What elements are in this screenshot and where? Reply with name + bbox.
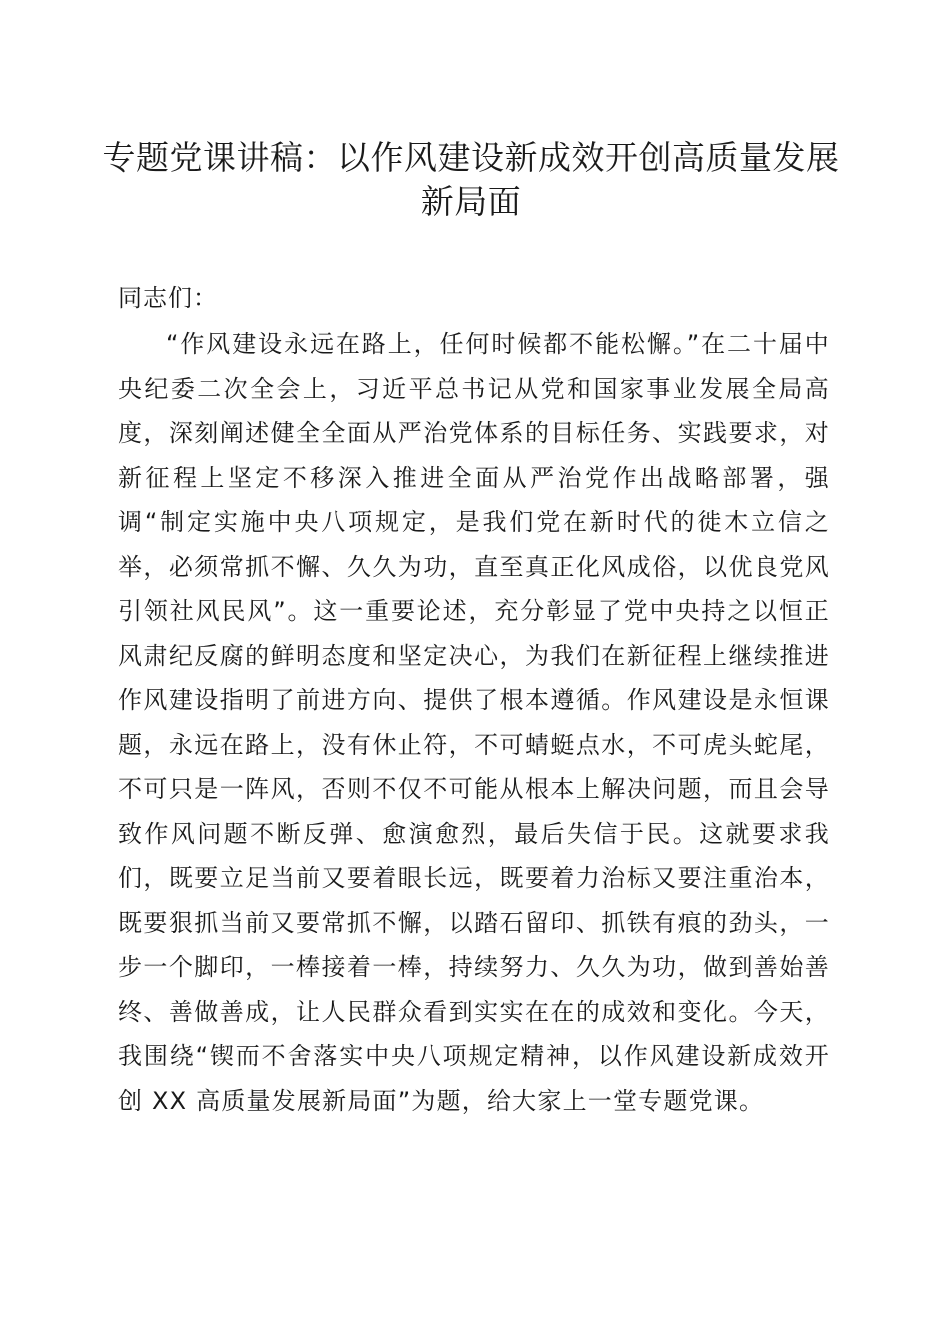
body-paragraph: “作风建设永远在路上，任何时候都不能松懈。”在二十届中央纪委二次全会上，习近平总书记从党和国家事业发展全局高度，深刻阐述健全全面从严治党体系的目标任务、实践要求，对新征程上坚定不移深入推进全面从严治党作出战略部署，强调“制定实施中央八项规定，是我们党在新时代的徙木立信之举，必须常抓不懈、久久为功，直至真正化风成俗，以优良党风引领社风民风”。这一重要论述，充分彰显了党中央持之以恒正风肃纪反腐的鲜明态度和坚定决心，为我们在新征程上继续推进作风建设指明了前进方向、提供了根本遵循。作风建设是永恒课题，永远在路上，没有休止符，不可蜻蜓点水，不可虎头蛇尾，不可只是一阵风，否则不仅不可能从根本上解决问题，而且会导致作风问题不断反弹、愈演愈烈，最后失信于民。这就要求我们，既要立足当前又要着眼长远，既要着力治标又要注重治本，既要狠抓当前又要常抓不懈，以踏石留印、抓铁有痕的劲头，一步一个脚印，一棒接着一棒，持续努力、久久为功，做到善始善终、善做善成，让人民群众看到实实在在的成效和变化。今天，我围绕“锲而不舍落实中央八项规定精神，以作风建设新成效开创 XX 高质量发展新局面”为题，给大家上一堂专题党课。 xyxy=(118,330,830,1115)
salutation: 同志们： xyxy=(118,284,218,312)
document-title: 专题党课讲稿：以作风建设新成效开创高质量发展新局面 xyxy=(102,138,840,221)
